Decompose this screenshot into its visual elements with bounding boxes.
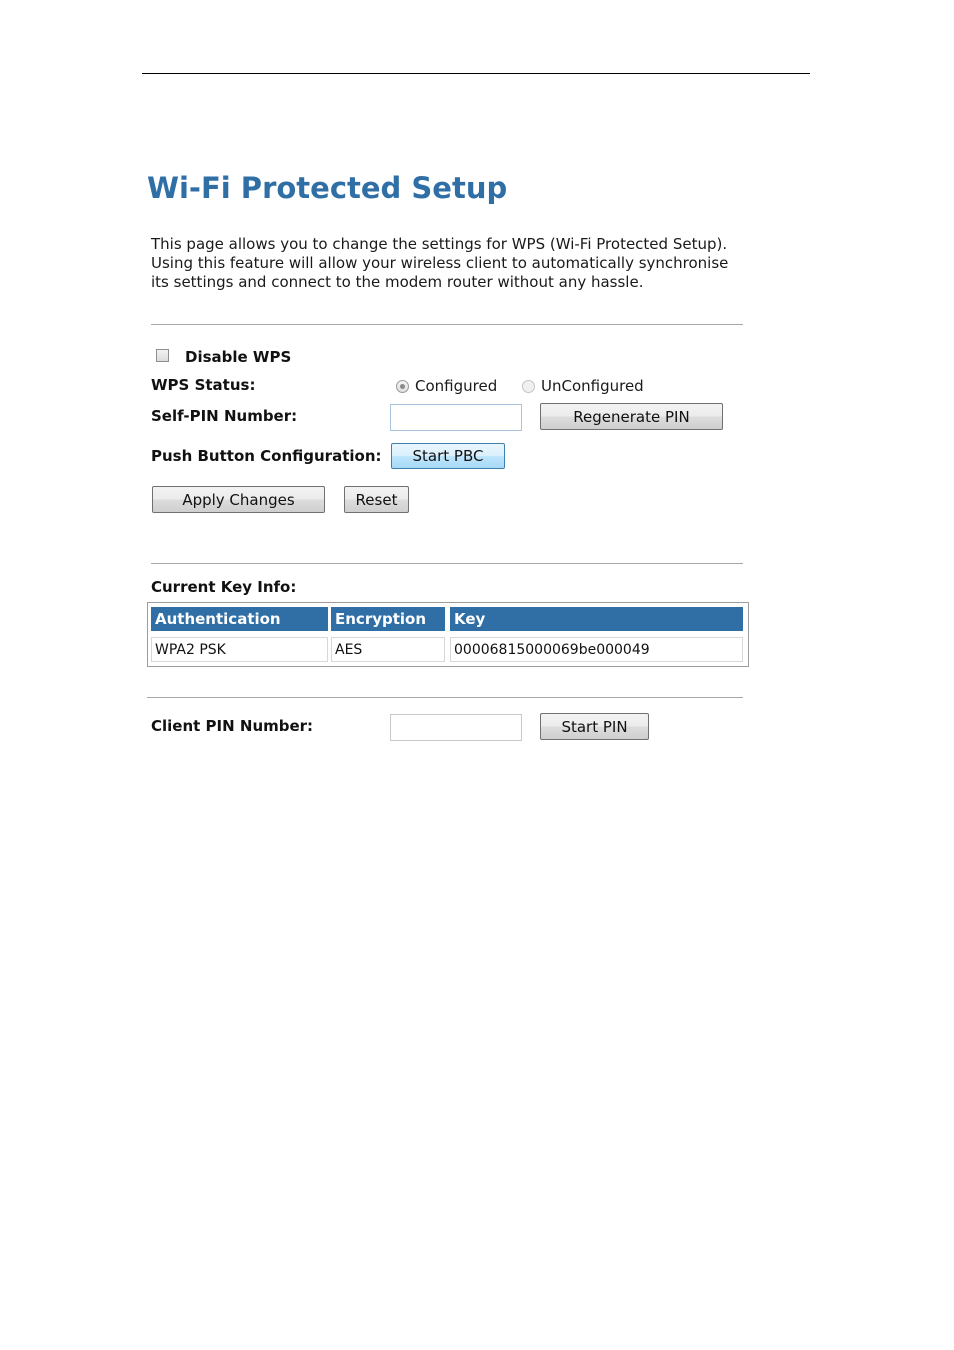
page-description: This page allows you to change the settings for WPS (Wi-Fi Protected Setup). Using this feature will allow your wireless client to automatically synchronise its settings and connect to the modem router without any hassle. bbox=[151, 235, 729, 292]
page-title: Wi-Fi Protected Setup bbox=[147, 171, 508, 205]
wps-status-configured-label: Configured bbox=[415, 377, 498, 395]
self-pin-label: Self-PIN Number: bbox=[151, 407, 298, 425]
cell-authentication: WPA2 PSK bbox=[151, 637, 328, 662]
wps-status-unconfigured-label: UnConfigured bbox=[541, 377, 644, 395]
cell-key: 00006815000069be000049 bbox=[450, 637, 743, 662]
key-info-table bbox=[147, 602, 749, 667]
disable-wps-checkbox[interactable] bbox=[156, 349, 169, 362]
cell-encryption: AES bbox=[331, 637, 445, 662]
section-divider bbox=[151, 563, 743, 564]
self-pin-input[interactable] bbox=[390, 404, 522, 431]
start-pbc-button[interactable]: Start PBC bbox=[391, 443, 505, 469]
start-pin-button[interactable]: Start PIN bbox=[540, 713, 649, 740]
reset-button[interactable]: Reset bbox=[344, 486, 409, 513]
current-key-info-heading: Current Key Info: bbox=[151, 578, 297, 596]
regenerate-pin-button[interactable]: Regenerate PIN bbox=[540, 403, 723, 430]
wps-status-label: WPS Status: bbox=[151, 376, 256, 394]
disable-wps-label: Disable WPS bbox=[185, 348, 292, 366]
column-header-key: Key bbox=[450, 607, 743, 631]
client-pin-label: Client PIN Number: bbox=[151, 717, 314, 735]
section-divider bbox=[151, 324, 743, 325]
document-header-rule bbox=[142, 73, 810, 74]
column-header-authentication: Authentication bbox=[151, 607, 328, 631]
wps-status-unconfigured-radio[interactable] bbox=[522, 380, 535, 393]
section-divider bbox=[147, 697, 743, 698]
column-header-encryption: Encryption bbox=[331, 607, 445, 631]
wps-status-configured-radio[interactable] bbox=[396, 380, 409, 393]
pbc-label: Push Button Configuration: bbox=[151, 447, 382, 465]
apply-changes-button[interactable]: Apply Changes bbox=[152, 486, 325, 513]
client-pin-input[interactable] bbox=[390, 714, 522, 741]
